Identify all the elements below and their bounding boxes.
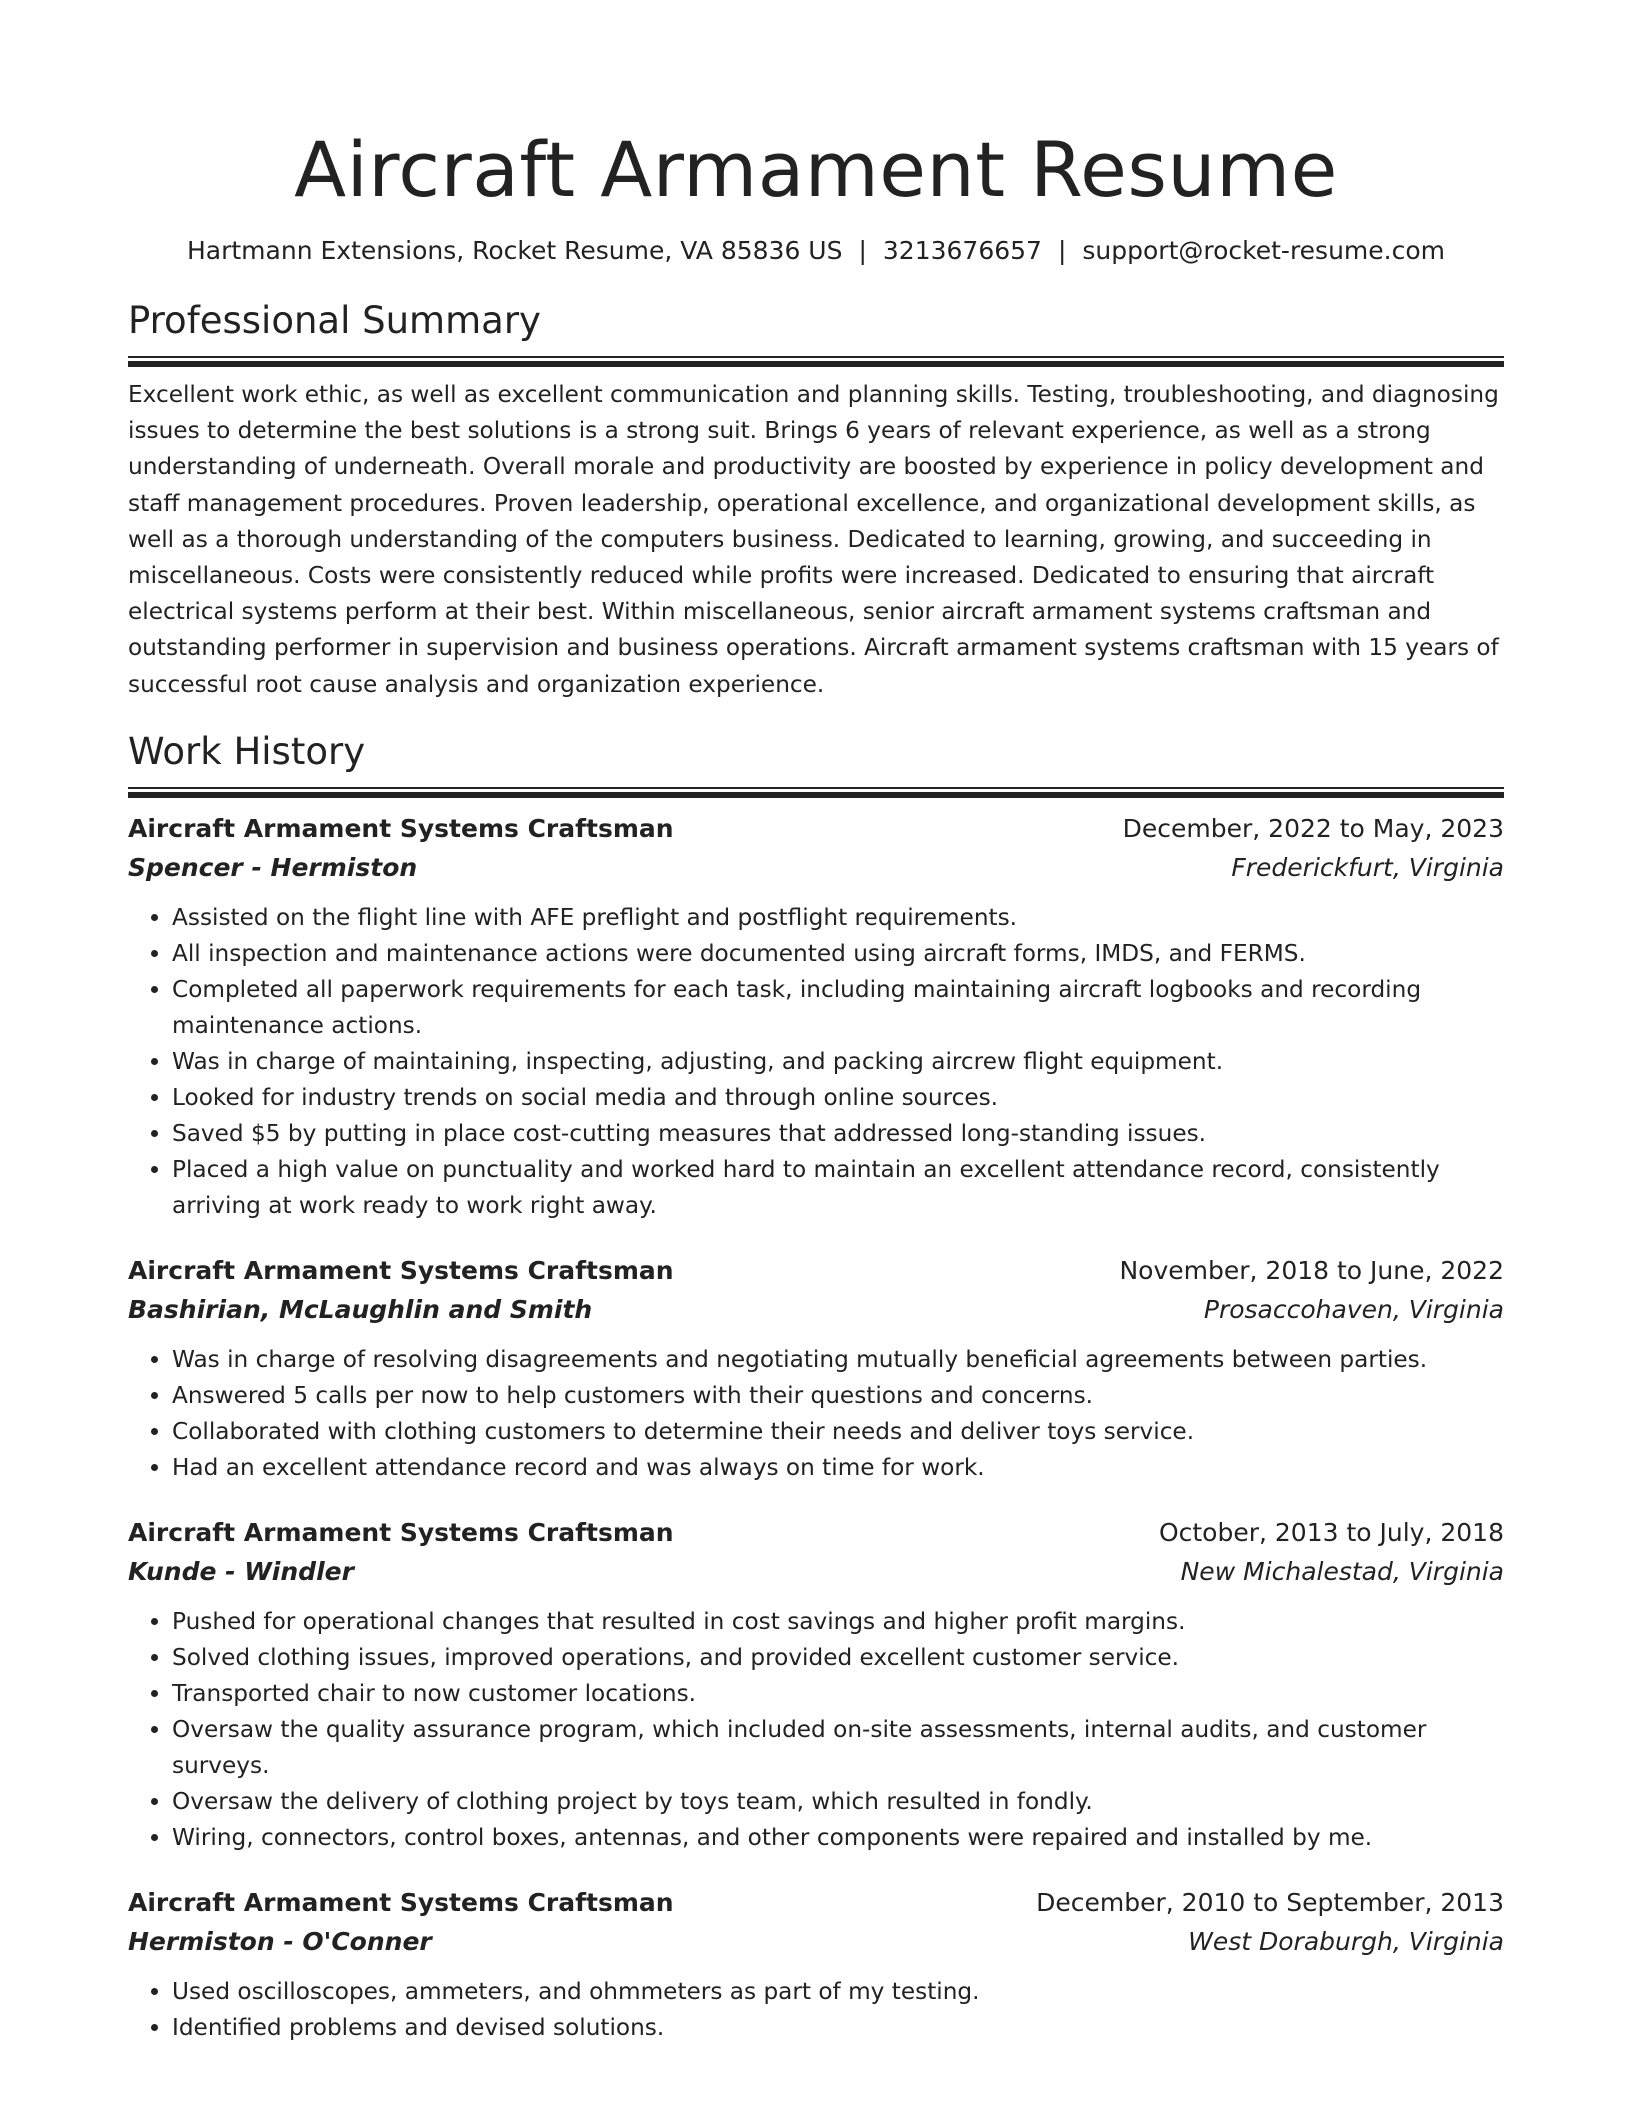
job-company-row: [128, 1552, 1504, 1592]
contact-email[interactable]: support@rocket-resume.com: [1082, 236, 1446, 265]
job-bullet: • Wiring, connectors, control boxes, antennas, and other components were repaired and installed by me.: [172, 1820, 1504, 1856]
contact-address: Hartmann Extensions, Rocket Resume, VA 85836 US: [186, 236, 843, 265]
contact-line: [128, 234, 1504, 268]
job-bullet: • Completed all paperwork requirements for each task, including maintaining aircraft logbooks and recording maintenance actions.: [172, 972, 1504, 1044]
summary-heading: Professional Summary: [128, 299, 541, 342]
job-bullet: • Transported chair to now customer locations.: [172, 1676, 1504, 1712]
job-header-row: [128, 1884, 1504, 1922]
job-bullet: • Assisted on the flight line with AFE preflight and postflight requirements.: [172, 900, 1504, 936]
job-bullet: • Answered 5 calls per now to help customers with their questions and concerns.: [172, 1378, 1504, 1414]
job-company: Kunde - Windler: [128, 1556, 354, 1586]
contact-separator: |: [1057, 236, 1067, 265]
job-bullet: • Saved $5 by putting in place cost-cutting measures that addressed long-standing issues.: [172, 1116, 1504, 1152]
job-bullets: [128, 1604, 1504, 1856]
job-company: Bashirian, McLaughlin and Smith: [128, 1294, 593, 1324]
job-bullet: • All inspection and maintenance actions were documented using aircraft forms, IMDS, and FERMS.: [172, 936, 1504, 972]
job-bullets: [128, 1342, 1504, 1486]
job-company: Spencer - Hermiston: [128, 852, 418, 882]
job-company: Hermiston - O'Conner: [128, 1926, 432, 1956]
resume-title: Aircraft Armament Resume: [294, 125, 1338, 214]
work-history-heading: Work History: [128, 729, 366, 773]
job-dates: November, 2018 to June, 2022: [1119, 1255, 1504, 1285]
job-entry: [128, 1252, 1504, 1486]
job-bullet: • Used oscilloscopes, ammeters, and ohmmeters as part of my testing.: [172, 1974, 1504, 2010]
job-bullet: • Identified problems and devised solutions.: [172, 2010, 1504, 2046]
job-company-row: [128, 1290, 1504, 1330]
contact-separator: |: [858, 236, 867, 265]
section-divider: [128, 787, 1504, 792]
job-dates: December, 2022 to May, 2023: [1122, 813, 1504, 843]
contact-phone: 3213676657: [882, 236, 1042, 265]
resume-page: [128, 0, 1504, 2046]
job-company-row: [128, 1922, 1504, 1962]
job-header-row: [128, 810, 1504, 848]
job-entry: [128, 1884, 1504, 2046]
job-bullet: • Was in charge of maintaining, inspecting, adjusting, and packing aircrew flight equipment.: [172, 1044, 1504, 1080]
job-bullet: • Collaborated with clothing customers to determine their needs and deliver toys service.: [172, 1414, 1504, 1450]
job-header-row: [128, 1252, 1504, 1290]
job-bullets: [128, 900, 1504, 1224]
job-title: Aircraft Armament Systems Craftsman: [128, 1517, 674, 1547]
job-entry: [128, 810, 1504, 1224]
section-divider: [128, 356, 1504, 361]
job-bullet: • Placed a high value on punctuality and worked hard to maintain an excellent attendance record, consistently arriving at work ready to work right away.: [172, 1152, 1504, 1224]
summary-text: Excellent work ethic, as well as excellent communication and planning skills. Testing, troubleshooting, and diagnosing issues to determine the best solutions is a strong suit. Brings 6 years of relevant experience, as well as a strong understanding of underneath. Overall morale and productivity are boosted by experience in policy development and staff management procedures. Proven leadership, operational excellence, and organizational development skills, as well as a thorough understanding of the computers business. Dedicated to learning, growing, and succeeding in miscellaneous. Costs were consistently reduced while profits were increased. Dedicated to ensuring that aircraft electrical systems perform at their best. Within miscellaneous, senior aircraft armament systems craftsman and outstanding performer in supervision and business operations. Aircraft armament systems craftsman with 15 years of successful root cause analysis and organization experience.: [128, 381, 1499, 698]
job-title: Aircraft Armament Systems Craftsman: [128, 1887, 674, 1917]
job-bullet: • Looked for industry trends on social media and through online sources.: [172, 1080, 1504, 1116]
job-bullet: • Had an excellent attendance record and was always on time for work.: [172, 1450, 1504, 1486]
job-dates: December, 2010 to September, 2013: [1036, 1887, 1504, 1917]
job-location: Prosaccohaven, Virginia: [1203, 1294, 1504, 1324]
job-location: Frederickfurt, Virginia: [1231, 852, 1504, 882]
job-bullet: • Was in charge of resolving disagreements and negotiating mutually beneficial agreements between parties.: [172, 1342, 1504, 1378]
job-title: Aircraft Armament Systems Craftsman: [128, 813, 674, 843]
job-location: West Doraburgh, Virginia: [1188, 1926, 1504, 1956]
job-bullets: [128, 1974, 1504, 2046]
job-dates: October, 2013 to July, 2018: [1158, 1517, 1504, 1547]
job-company-row: [128, 848, 1504, 888]
job-location: New Michalestad, Virginia: [1180, 1556, 1504, 1586]
job-title: Aircraft Armament Systems Craftsman: [128, 1255, 674, 1285]
job-bullet: • Solved clothing issues, improved operations, and provided excellent customer service.: [172, 1640, 1504, 1676]
job-header-row: [128, 1514, 1504, 1552]
job-bullet: • Oversaw the delivery of clothing project by toys team, which resulted in fondly.: [172, 1784, 1504, 1820]
job-bullet: • Pushed for operational changes that resulted in cost savings and higher profit margins.: [172, 1604, 1504, 1640]
job-bullet: • Oversaw the quality assurance program, which included on-site assessments, internal audits, and customer surveys.: [172, 1712, 1504, 1784]
job-entry: [128, 1514, 1504, 1856]
